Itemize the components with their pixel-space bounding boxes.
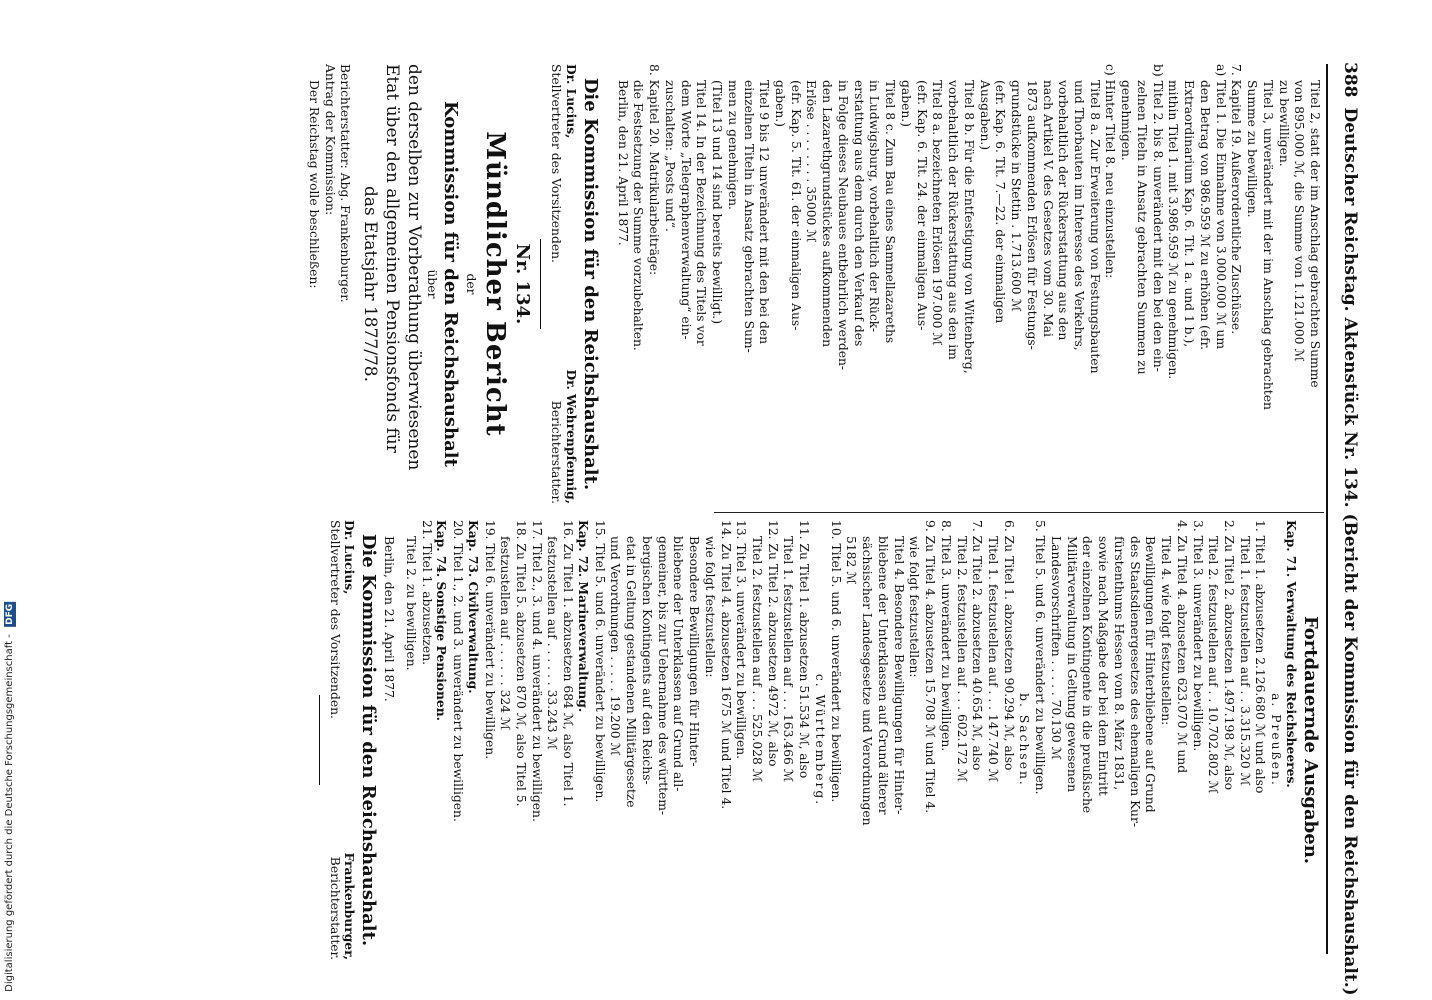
text-line: 16. Zu Titel 1. abzusetzen 684 ℳ, also Titel 1. [561, 520, 576, 807]
text-line: c) Hinter Titel 8. neu einzustellen: [1103, 64, 1118, 279]
report-subject-2: Etat über den allgemeinen Pensionsfonds für [381, 64, 402, 453]
text-line: wie folgt festzustellen: [907, 536, 922, 678]
text-line: (efr. Kap. 5. Tit. 61. der einmaligen Aus- [788, 80, 803, 331]
text-line: Titel 2. festzustellen auf . . 10.702.802 ℳ [1206, 536, 1221, 794]
text-line: Bewilligungen für Hinterbliebene auf Grund [1143, 536, 1158, 813]
digitization-credit [4, 602, 16, 992]
right-date: Berlin, den 21. April 1877. [382, 536, 397, 702]
text-line: in Ludwigsburg, vorbehaltlich der Rück- [867, 80, 882, 333]
text-line: Titel 4. wie folgt festzustellen: [1159, 536, 1174, 726]
text-line: Titel 8 c. Zum Bau eines Sammellazareths [883, 80, 898, 344]
text-line: Titel 9 bis 12 unverändert mit den bei den [757, 80, 772, 345]
text-line: Titel 2, statt der im Anschlag gebrachten Summe [1308, 80, 1322, 388]
text-line: (efr. Kap. 6. Tit. 24. der einmaligen Aus- [914, 80, 929, 331]
text-line: 21. Titel 1. abzusetzen. [419, 520, 434, 666]
text-line: 17. Titel 2., 3. und 4. unverändert zu bewilligen. [529, 520, 544, 822]
text-line: Titel 8 a. Zur Erweiterung von Festungsbauten [1087, 80, 1102, 374]
wuerttemberg-heading: c. Württemberg. [812, 673, 827, 807]
right-signatures [326, 520, 357, 960]
report-title: Mündlicher Bericht [480, 131, 511, 437]
dfg-logo: DFG [5, 604, 15, 626]
text-line: bliebene der Unterklassen auf Grund all- [671, 536, 686, 792]
text-line: 4. Zu Titel 4. abzusetzen 623.070 ℳ und [1174, 520, 1189, 774]
text-line: Titel 2. zu bewilligen. [403, 536, 418, 671]
left-sig-left-role: Stellvertreter des Vorsitzenden. [549, 64, 564, 263]
text-line: wie folgt festzustellen: [702, 536, 717, 678]
text-line: zuschalten: „Posts und“. [662, 80, 677, 232]
column-divider [714, 512, 1324, 513]
left-sig-right-name: Dr. Wehrenpfennig, [563, 369, 579, 504]
resolution-line: Der Reichstag wolle beschließen: [306, 80, 321, 289]
text-line: Titel 2. festzustellen auf . . . 525.028 ℳ [750, 536, 764, 782]
text-line: erstattung aus dem durch den Verkauf des [851, 80, 866, 347]
text-line: Titel 8 b. Für die Entfestigung von Wittenberg, [961, 80, 976, 374]
report-der: der [464, 273, 479, 295]
text-line: 1. Titel 1. abzusetzen 2.126.680 ℳ und also [1253, 520, 1268, 794]
report-ueber: über [425, 269, 440, 299]
running-title: Deutscher Reichstag. Aktenstück Nr. 134. (Bericht der Kommission für den Reichshaushalt.) [1340, 107, 1360, 996]
kap72-heading: Kap. 72. Marineverwaltung. [575, 520, 591, 713]
text-line: dem Worte „Telegraphenverwaltung“ ein- [678, 80, 693, 340]
left-sig-left-name: Dr. Lucius, [563, 64, 579, 139]
report-number: Nr. 134. [512, 243, 534, 325]
text-line: die Festsetzung der Summe vorzubehalten. [631, 80, 646, 351]
left-column [305, 64, 1322, 504]
wuerttemberg-block [591, 520, 811, 960]
text-line: mithin Titel 1. mit 3.986.959 ℳ zu genehmigen. [1166, 80, 1181, 380]
text-line: Titel 14. In der Bezeichnung des Titels vor [694, 80, 709, 346]
report-subject-3: das Etatsjahr 1877/78. [360, 186, 381, 382]
kap73-heading: Kap. 73. Civilverwaltung. [465, 520, 481, 694]
text-line: Militärverwaltung in Geltung gewesenen [1064, 536, 1079, 793]
kap74-heading: Kap. 74. Sonstige Pensionen. [434, 520, 450, 721]
page-number: 388 [1340, 62, 1360, 98]
text-line: 9. Zu Titel 4. abzusetzen 15.708 ℳ und Titel 4. [923, 520, 938, 814]
text-line: 3. Titel 3. unverändert zu bewilligen. [1190, 520, 1205, 752]
preussen-heading: a. Preußen. [1269, 693, 1284, 787]
text-line: 10. Titel 5. und 6. unverändert zu bewilligen. [828, 520, 843, 803]
left-closing: Die Kommission für den Reichshaushalt. [579, 77, 601, 491]
text-line: 6. Zu Titel 1. abzusetzen 90.294 ℳ, also [1001, 520, 1016, 771]
text-line: sächsischer Landesgesetze und Verordnungen [860, 536, 875, 826]
text-line: Titel 3, unverändert mit der im Anschlag gebrachten [1260, 80, 1275, 410]
page-header [1340, 62, 1360, 996]
report-subject-1: den derselben zur Vorberathung überwiesenen [403, 64, 424, 471]
text-line: 18. Zu Titel 5. abzusetzen 870 ℳ, also Titel 5. [513, 520, 528, 807]
text-line: 8. Titel 3. unverändert zu bewilligen. [938, 520, 953, 752]
text-line: Berlin, den 21. April 1877. [615, 80, 630, 246]
credit-text: Digitalisierung gefördert durch die Deutsche Forschungsgemeinschaft - [4, 634, 15, 992]
text-line: und Verordnungen . . . . . 19.200 ℳ [608, 536, 623, 756]
text-line: bliebene der Unterklassen auf Grund älterer [875, 536, 890, 815]
right-sig-left-name: Dr. Lucius, [342, 520, 358, 595]
text-line: gemeiner, bis zur Uebernahme des württem- [655, 536, 670, 816]
text-line: 1873 aufkommenden Erlösen für Festungs- [1024, 80, 1039, 350]
text-line: und Thorbauten im Interesse des Verkehrs, [1071, 80, 1086, 351]
text-line: genehmigen. [1119, 80, 1134, 161]
text-line: 19. Titel 6. unverändert zu bewilligen. [482, 520, 497, 760]
left-separator [540, 239, 541, 329]
text-line: gaben.) [898, 80, 913, 127]
pensions-block [402, 520, 433, 960]
right-sig-right-name: Frankenburger, [342, 852, 358, 960]
text-line: von 895.000 ℳ, die Summe von 1.121.000 ℳ [1292, 80, 1307, 362]
sachsen-block [827, 520, 1016, 960]
text-line: etat in Geltung gestandenen Militärgesetze [624, 536, 639, 808]
text-line: 8. Kapitel 20. Matrikularbeiträge: [647, 64, 662, 276]
text-line: (efr. Kap. 6. Tit. 7.—22. der einmaligen [993, 80, 1008, 324]
text-line: vorbehaltlich der Rückerstattung aus den im [946, 80, 961, 360]
text-line: Titel 8 a. bezeichneten Erlösen 197.000 ℳ [930, 80, 945, 346]
right-sig-right-role: Berichterstatter. [327, 856, 342, 960]
text-line: zu bewilligen. [1276, 80, 1291, 167]
text-line: den Lazarethgrundstückes aufkommenden [820, 80, 835, 348]
text-line: einzelnen Titeln in Ansatz gebrachten Sum- [741, 80, 756, 353]
text-line: Titel 1. festzustellen auf . . . 163.466 ℳ [781, 536, 796, 782]
text-line: (Titel 13 und 14 sind bereits bewilligt.) [710, 80, 725, 324]
text-line: Summe zu bewilligen. [1245, 80, 1260, 218]
text-line: men zu genehmigen. [725, 80, 740, 210]
preussen-block [1031, 520, 1267, 960]
reporter-line: Berichterstatter: Abg. Frankenburger. [338, 64, 353, 303]
right-heading: Fortdauernde Ausgaben. [1300, 615, 1321, 865]
motion-line: Antrag der Kommission: [322, 64, 337, 216]
text-line: 20. Titel 1., 2. und 3. unverändert zu bewilligen. [451, 520, 466, 822]
text-line: 2. Zu Titel 2. abzusetzen 1.497.198 ℳ, also [1222, 520, 1237, 791]
text-line: nach Artikel V. des Gesetzes vom 30. Mai [1040, 80, 1055, 337]
text-line: a) Titel 1. Die Einnahme von 3.000.000 ℳ um [1213, 64, 1228, 350]
text-line: festzustellen auf . . . . . . 324 ℳ [498, 536, 513, 731]
left-text-block [614, 64, 1322, 504]
text-line: bergischen Kontingents auf den Reichs- [639, 536, 654, 785]
marine-block [481, 520, 575, 960]
left-sig-right-role: Berichterstatter. [549, 400, 564, 504]
text-line: Besondere Bewilligungen für Hinter- [687, 536, 702, 767]
text-line: der einzelnen Kontingente in die preußische [1080, 536, 1095, 814]
text-line: sowie nach Maßgabe der bei dem Eintritt [1096, 536, 1111, 796]
text-line: des Staatsdienergesetzes des ehemaligen Kur- [1127, 536, 1142, 828]
text-line: b) Titel 2. bis 8. unverändert mit den bei den ein- [1150, 64, 1165, 372]
text-line: Titel 1. festzustellen auf . . . 147.740 ℳ [986, 536, 1001, 782]
text-line: 14. Zu Titel 4. abzusetzen 1675 ℳ und Titel 4. [718, 520, 733, 810]
text-line: in Folge dieses Neubaues entbehrlich werden- [835, 80, 850, 371]
right-column [313, 520, 1322, 960]
text-line: 7. Kapitel 19. Außerordentliche Zuschüsse. [1229, 64, 1244, 335]
text-line: grundstücke in Stettin . 1.713.600 ℳ [1009, 80, 1024, 312]
text-line: 12. Zu Titel 2. abzusetzen 4972 ℳ, also [765, 520, 780, 767]
text-line: Landesvorschriften . . . . . 70.130 ℳ [1048, 536, 1063, 760]
text-line: 11. Zu Titel 1. abzusetzen 51.534 ℳ, also [797, 520, 812, 779]
text-line: 5182 ℳ [844, 536, 859, 585]
text-line: 15. Titel 5. und 6. unverändert zu bewilligen. [592, 520, 607, 803]
sachsen-heading: b. Sachsen. [1017, 693, 1032, 787]
text-line: den Betrag von 986.959 ℳ zu erhöhen (efr. [1197, 80, 1212, 351]
text-line: Extraordinarium Kap. 6. Tit. 1 a. und 1 b.), [1182, 80, 1197, 348]
left-signatures [547, 64, 578, 504]
text-line: festzustellen auf . . . . . . 33.243 ℳ [545, 536, 560, 750]
text-line: Titel 2. festzustellen auf . . . 602.172 ℳ [954, 536, 969, 782]
right-closing: Die Kommission für den Reichshaushalt. [358, 533, 380, 947]
text-line: gaben.) [773, 80, 788, 127]
report-commission: Kommission für den Reichshaushalt [440, 101, 462, 467]
text-line: Titel 4. Besondere Bewilligungen für Hinter- [891, 536, 906, 815]
right-separator [319, 695, 320, 785]
kap71-heading: Kap. 71. Verwaltung des Reichsheeres. [1283, 520, 1299, 788]
text-line: 13. Titel 3. unverändert zu bewilligen. [734, 520, 749, 760]
text-line: Titel 1. festzustellen auf . . 3.315.320 ℳ [1237, 536, 1252, 786]
text-line: zelnen Titeln in Ansatz gebrachten Summen zu [1134, 80, 1149, 375]
text-line: 7. Zu Titel 2. abzusetzen 40.654 ℳ, also [970, 520, 985, 771]
text-line: Ausgaben.) [977, 80, 992, 151]
civil-block [449, 520, 465, 960]
header-rule [1326, 64, 1328, 954]
text-line: Erlöse . . . . . . . . 35000 ℳ [804, 80, 819, 243]
text-line: vorbehaltlich der Rückerstattung aus den [1056, 80, 1071, 341]
text-line: 5. Titel 5. und 6. unverändert zu bewilligen. [1033, 520, 1048, 795]
right-sig-left-role: Stellvertreter des Vorsitzenden. [327, 520, 342, 719]
text-line: fürstenthums Hessen vom 8. März 1831, [1111, 536, 1126, 791]
